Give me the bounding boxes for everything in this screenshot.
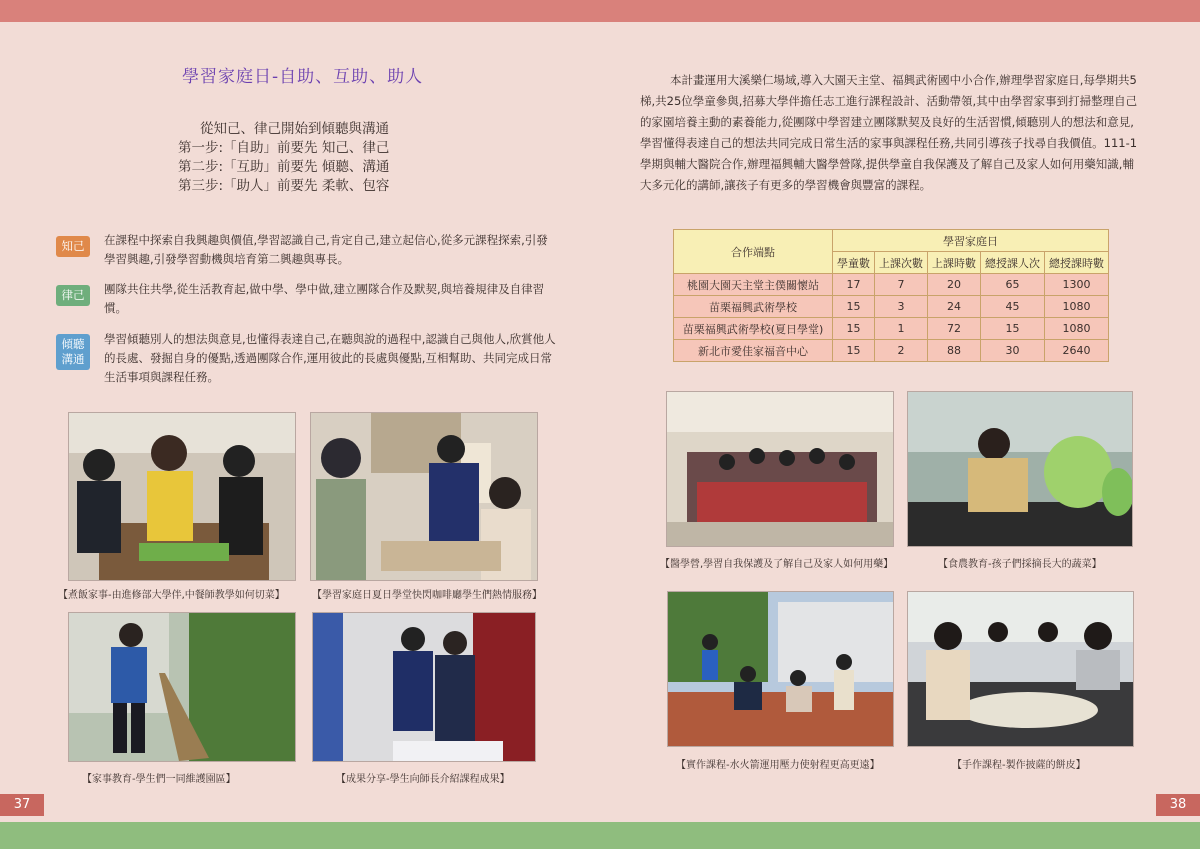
header-col: 總授課時數: [1045, 252, 1109, 274]
tag-line-2: 溝通: [61, 352, 85, 366]
caption-presentation: 【成果分享-學生向師長介紹課程成果】: [336, 774, 510, 785]
step-3: 第三步:「助人」前要先 柔軟、包容: [178, 178, 390, 194]
photo-cooking: [68, 412, 296, 581]
table-row: [674, 318, 1109, 340]
photo-medical-camp-image: [667, 392, 893, 546]
cell-site: 苗栗福興武術學校: [674, 296, 833, 318]
table-row: [674, 340, 1109, 362]
item-know-self: [56, 231, 556, 269]
cell: 1: [875, 318, 928, 340]
caption-water-rocket: 【實作課程-水火箭運用壓力使射程更高更遠】: [676, 760, 880, 771]
caption-pizza: 【手作課程-製作披薩的餅皮】: [952, 760, 1086, 771]
cell: 65: [981, 274, 1045, 296]
step-1: 第一步:「自助」前要先 知己、律己: [178, 140, 390, 156]
item-listen-communicate: [56, 330, 556, 387]
cell-site: 新北市愛佳家福音中心: [674, 340, 833, 362]
tag-listen-communicate: [56, 334, 90, 370]
header-col: 上課次數: [875, 252, 928, 274]
header-group: 學習家庭日: [833, 230, 1109, 252]
photo-harvest: [907, 391, 1133, 547]
item-discipline: [56, 280, 556, 318]
cell: 15: [833, 318, 875, 340]
photo-pizza: [907, 591, 1134, 747]
item-text: 團隊共住共學,從生活教育起,做中學、學中做,建立團隊合作及默契,與培養規律及自律習慣。: [104, 282, 545, 315]
photo-sweeping: [68, 612, 296, 762]
page-number-left: 37: [0, 794, 44, 816]
tag-line-1: 傾聽: [61, 337, 85, 351]
tag-know-self: 知己: [56, 236, 90, 257]
cell: 17: [833, 274, 875, 296]
step-2: 第二步:「互助」前要先 傾聽、溝通: [178, 159, 390, 175]
caption-medical-camp: 【醫學營,學習自我保護及了解自己及家人如何用藥】: [660, 559, 894, 570]
photo-cooking-image: [69, 413, 295, 580]
table-header-row: [674, 230, 1109, 252]
item-text: 在課程中探索自我興趣與價值,學習認識自己,肯定自己,建立起信心,從多元課程探索,引發學習興趣,引發學習動機與培育第二興趣與專長。: [104, 233, 548, 266]
cell-site: 桃園大園天主堂主僕關懷站: [674, 274, 833, 296]
header-col: 總授課人次: [981, 252, 1045, 274]
tag-discipline: 律己: [56, 285, 90, 306]
photo-sweeping-image: [69, 613, 295, 761]
cell: 1080: [1045, 296, 1109, 318]
cell: 72: [928, 318, 981, 340]
cell: 1300: [1045, 274, 1109, 296]
photo-water-rocket: [667, 591, 894, 747]
page-number-right: 38: [1156, 794, 1200, 816]
photo-presentation-image: [313, 613, 535, 761]
caption-sweeping: 【家事教育-學生們一同維護園區】: [82, 774, 236, 785]
project-description: 本計畫運用大溪樂仁場域,導入大園天主堂、福興武術國中小合作,辦理學習家庭日,每學期共5梯,共25位學童參與,招募大學伴擔任志工進行課程設計、活動帶領,其中由學習家事到打掃整理自己的家園培養主動的素養能力,從團隊中學習建立團隊默契及良好的生活習慣,傾聽別人的想法和意見,學習懂得表達自己的想法共同完成日常生活的家事與課程任務,共同引導孩子找尋自我價值。111-1學期與輔大醫院合作,辦理福興輔大醫學營隊,提供學童自我保護及了解自己及家人如何用藥知識,輔大多元化的講師,讓孩子有更多的學習機會與豐富的課程。: [640, 73, 1138, 192]
photo-water-rocket-image: [668, 592, 893, 746]
cell: 1080: [1045, 318, 1109, 340]
cell: 88: [928, 340, 981, 362]
photo-harvest-image: [908, 392, 1132, 546]
photo-presentation: [312, 612, 536, 762]
table-row: [674, 296, 1109, 318]
cell: 2: [875, 340, 928, 362]
caption-harvest: 【食農教育-孩子們採摘長大的蔬菜】: [938, 559, 1102, 570]
cell: 15: [833, 340, 875, 362]
photo-cafe-image: [311, 413, 537, 580]
cell: 2640: [1045, 340, 1109, 362]
caption-cooking: 【煮飯家事-由進修部大學伴,中餐師教學如何切菜】: [58, 590, 285, 601]
photo-pizza-image: [908, 592, 1133, 746]
cell: 30: [981, 340, 1045, 362]
top-band: [0, 0, 1200, 22]
cell: 15: [981, 318, 1045, 340]
header-col: 上課時數: [928, 252, 981, 274]
header-col: 學童數: [833, 252, 875, 274]
bottom-band: [0, 822, 1200, 849]
header-site: 合作端點: [674, 230, 833, 274]
table-row: [674, 274, 1109, 296]
cell: 3: [875, 296, 928, 318]
cell: 24: [928, 296, 981, 318]
cell: 20: [928, 274, 981, 296]
learning-day-table: [673, 229, 1109, 362]
cell: 45: [981, 296, 1045, 318]
step-intro: 從知己、律己開始到傾聽與溝通: [200, 121, 389, 137]
steps-block: [178, 120, 438, 196]
cell: 15: [833, 296, 875, 318]
item-text: 學習傾聽別人的想法與意見,也懂得表達自己,在聽與說的過程中,認識自己與他人,欣賞他人的長處、發掘自身的優點,透過團隊合作,運用彼此的長處與優點,互相幫助、共同完成日常生活事項與課程任務。: [104, 332, 556, 384]
caption-cafe: 【學習家庭日夏日學堂快閃咖啡廳學生們熱情服務】: [312, 590, 542, 601]
photo-medical-camp: [666, 391, 894, 547]
cell-site: 苗栗福興武術學校(夏日學堂): [674, 318, 833, 340]
cell: 7: [875, 274, 928, 296]
photo-cafe: [310, 412, 538, 581]
page-title: 學習家庭日-自助、互助、助人: [182, 67, 424, 87]
